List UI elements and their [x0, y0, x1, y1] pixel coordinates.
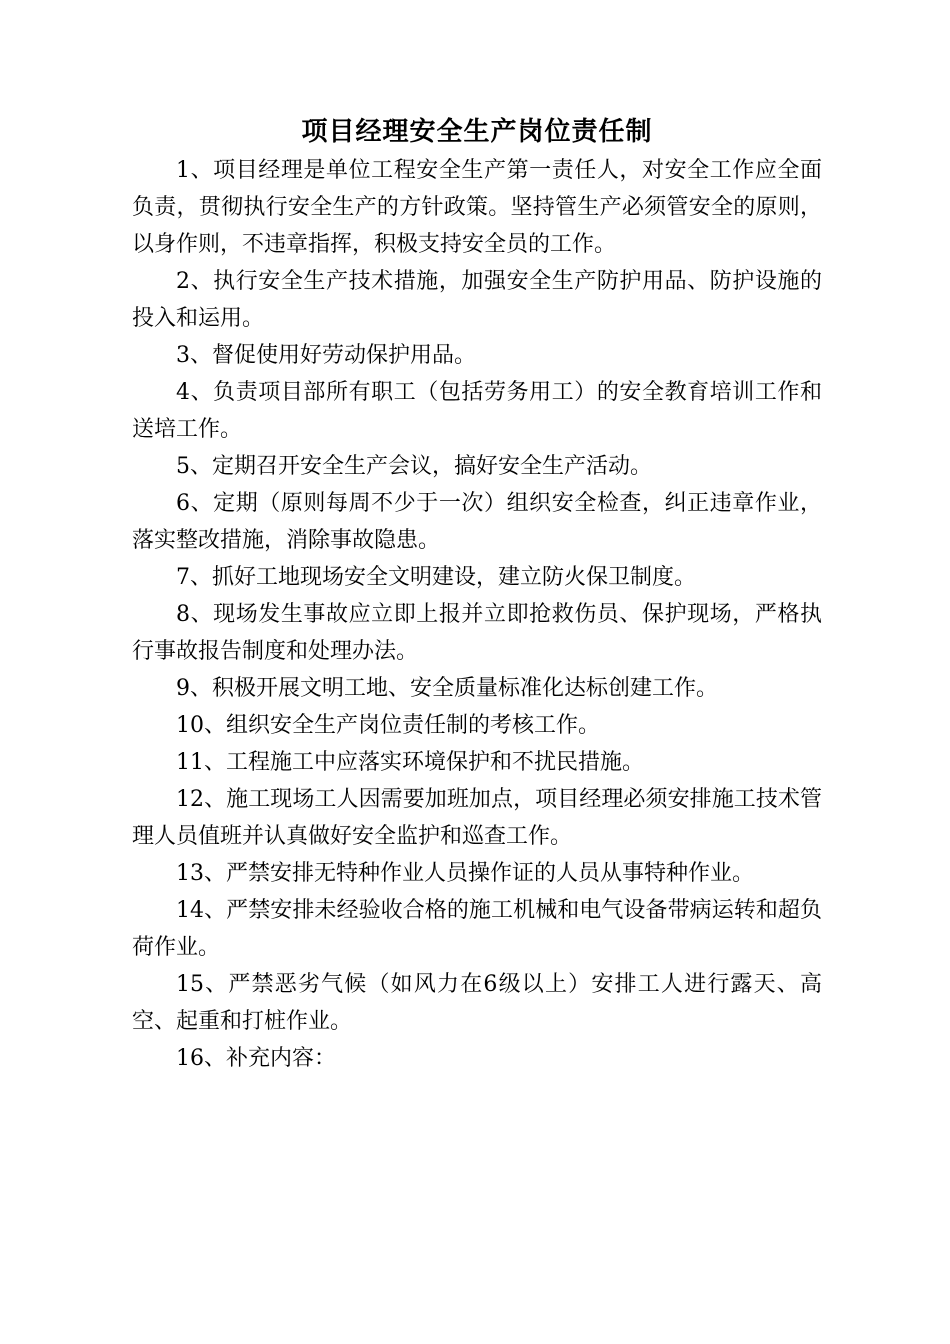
paragraph-2: 2、执行安全生产技术措施，加强安全生产防护用品、防护设施的投入和运用。 [132, 269, 822, 331]
document-title: 项目经理安全生产岗位责任制 [301, 117, 653, 147]
paragraph-3: 3、督促使用好劳动保护用品。 [176, 343, 476, 368]
paragraph-12: 12、施工现场工人因需要加班加点，项目经理必须安排施工技术管理人员值班并认真做好安全监护和巡查工作。 [132, 787, 822, 849]
paragraph-4: 4、负责项目部所有职工（包括劳务用工）的安全教育培训工作和送培工作。 [132, 380, 822, 442]
document-page [132, 112, 822, 1077]
paragraph-7: 7、抓好工地现场安全文明建设，建立防火保卫制度。 [176, 565, 696, 590]
paragraph-14: 14、严禁安排未经验收合格的施工机械和电气设备带病运转和超负荷作业。 [132, 898, 822, 960]
paragraph-13: 13、严禁安排无特种作业人员操作证的人员从事特种作业。 [176, 861, 754, 886]
paragraph-5: 5、定期召开安全生产会议，搞好安全生产活动。 [176, 454, 652, 479]
paragraph-6: 6、定期（原则每周不少于一次）组织安全检查，纠正违章作业，落实整改措施，消除事故隐患。 [132, 491, 822, 553]
paragraph-1: 1、项目经理是单位工程安全生产第一责任人，对安全工作应全面负责，贯彻执行安全生产的方针政策。坚持管生产必须管安全的原则，以身作则，不违章指挥，积极支持安全员的工作。 [132, 158, 822, 257]
paragraph-11: 11、工程施工中应落实环境保护和不扰民措施。 [176, 750, 644, 775]
paragraph-9: 9、积极开展文明工地、安全质量标准化达标创建工作。 [176, 676, 718, 701]
paragraph-15: 15、严禁恶劣气候（如风力在6级以上）安排工人进行露天、高空、起重和打桩作业。 [132, 972, 822, 1034]
paragraph-8: 8、现场发生事故应立即上报并立即抢救伤员、保护现场，严格执行事故报告制度和处理办法。 [132, 602, 822, 664]
paragraph-16: 16、补充内容： [176, 1046, 336, 1071]
paragraph-10: 10、组织安全生产岗位责任制的考核工作。 [176, 713, 600, 738]
